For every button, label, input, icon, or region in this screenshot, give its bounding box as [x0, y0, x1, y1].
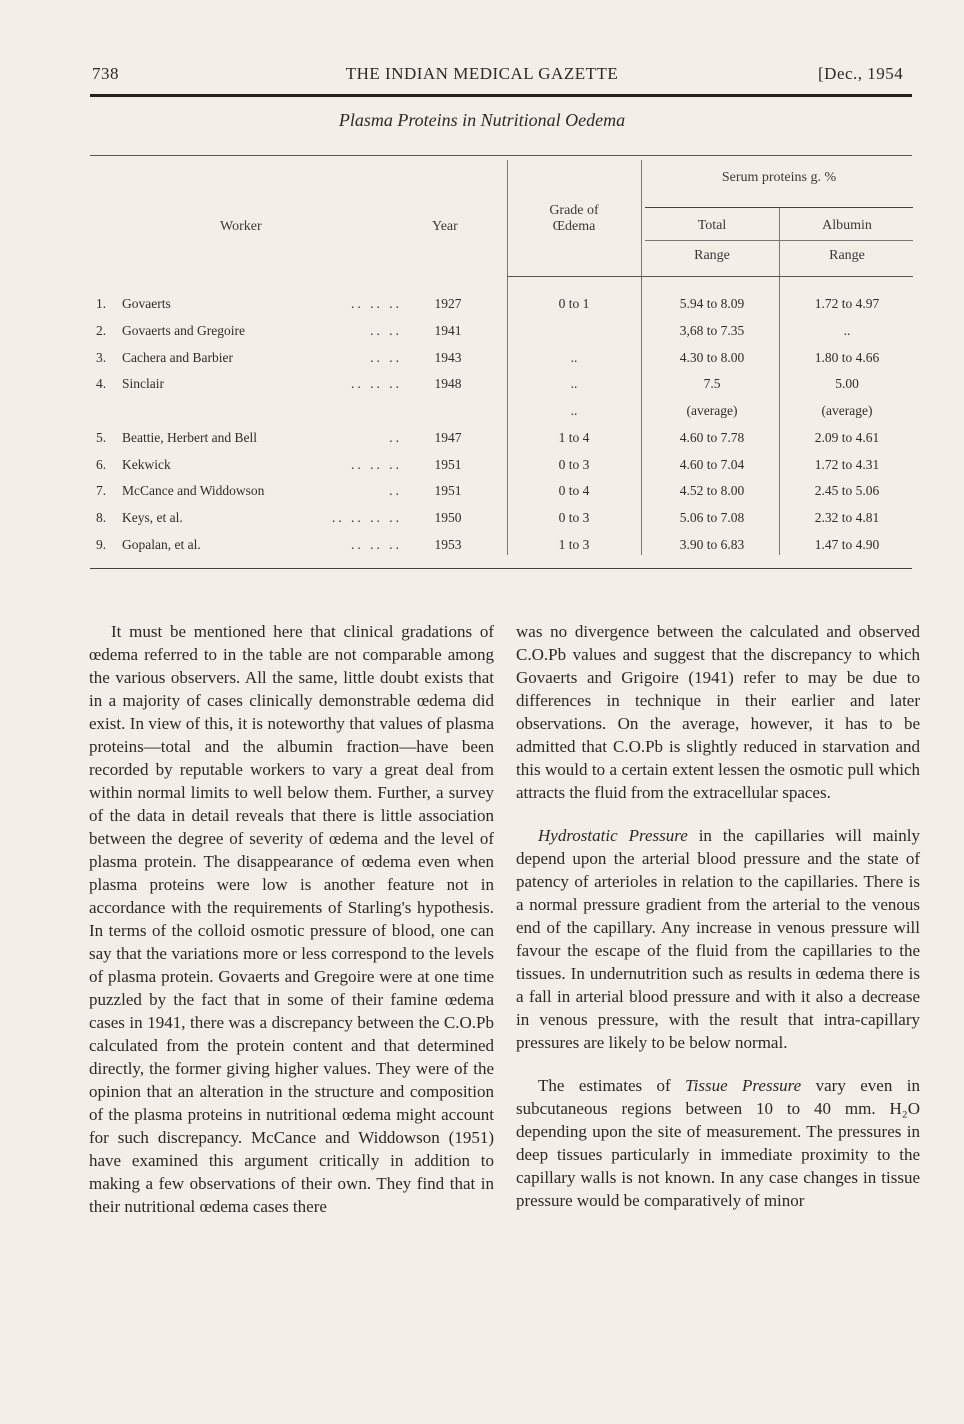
row-worker: Sinclair — [122, 376, 164, 391]
row-year: 1951 — [434, 483, 462, 498]
row-leader-dots: .. .. .. — [351, 537, 402, 552]
row-year: 1951 — [434, 457, 462, 472]
tissue-pressure-text: vary even in subcutaneous regions between 10 to 40 mm. H₂O depending upon the site of measurement. The pressures in deep tissues particularly in immediate proximity to the capillary walls is not known. In any case changes in tissue pressure would be comparatively of minor — [516, 1076, 920, 1210]
total-albumin-rule — [645, 240, 913, 241]
row-number: 9. — [96, 537, 107, 552]
row-albumin-range: 2.09 to 4.61 — [814, 430, 880, 445]
row-grade: .. — [570, 376, 578, 391]
row-albumin-range: 5.00 — [835, 376, 859, 391]
row-worker: Cachera and Barbier — [122, 350, 233, 365]
row-number: 4. — [96, 376, 107, 391]
header-bottom-rule — [507, 276, 913, 277]
table-caption: Plasma Proteins in Nutritional Oedema — [338, 110, 626, 130]
row-albumin-range: 1.80 to 4.66 — [814, 350, 880, 365]
issue-date: [Dec., 1954 — [818, 64, 904, 83]
row-leader-dots: .. .. — [370, 350, 402, 365]
header-grade-1: Grade of — [549, 203, 599, 218]
row-grade: 1 to 4 — [558, 430, 590, 445]
serum-subrule — [645, 207, 913, 208]
right-paragraph-1: was no divergence between the calculated and observed C.O.Pb values and suggest that the discrepancy to which Govaerts and Grigoire (1941) refer to may be due to differences in technique in their earlier and later observations. On the average, however, it has to be admitted that C.O.Pb is slightly reduced in starvation and this would to a certain extent lessen the osmotic pull which attracts the fluid from the extracellular spaces. — [516, 622, 920, 802]
row-leader-dots: .. .. .. — [351, 457, 402, 472]
row-leader-dots: .. — [389, 430, 402, 445]
row-number: 2. — [96, 323, 107, 338]
header-range-albumin: Range — [829, 248, 865, 263]
row-grade: .. — [570, 403, 578, 418]
header-worker: Worker — [220, 219, 262, 234]
row-worker: McCance and Widdowson — [122, 483, 265, 498]
row-total-range: 4.60 to 7.78 — [679, 430, 745, 445]
header-range-total: Range — [694, 248, 730, 263]
row-leader-dots: .. — [389, 483, 402, 498]
header-grade-2: Œdema — [552, 219, 596, 234]
row-number: 6. — [96, 457, 107, 472]
row-year: 1943 — [434, 350, 462, 365]
table-bottom-rule — [90, 568, 912, 569]
row-year: 1950 — [434, 510, 462, 525]
header-rule — [90, 94, 912, 97]
row-number: 3. — [96, 350, 107, 365]
row-albumin-range: (average) — [821, 403, 873, 418]
row-total-range: 5.06 to 7.08 — [679, 510, 745, 525]
header-total: Total — [697, 218, 727, 233]
row-number: 5. — [96, 430, 107, 445]
table-top-rule — [90, 155, 912, 156]
row-number: 7. — [96, 483, 107, 498]
row-albumin-range: 1.47 to 4.90 — [814, 537, 880, 552]
row-total-range: (average) — [686, 403, 738, 418]
row-leader-dots: .. .. — [370, 323, 402, 338]
right-paragraph-2 — [516, 824, 920, 1054]
row-grade: 1 to 3 — [558, 537, 590, 552]
row-number: 8. — [96, 510, 107, 525]
row-worker: Gopalan, et al. — [122, 537, 201, 552]
row-total-range: 7.5 — [703, 376, 721, 391]
row-total-range: 3.90 to 6.83 — [679, 537, 745, 552]
row-grade: .. — [570, 350, 578, 365]
row-grade: 0 to 3 — [558, 510, 590, 525]
right-paragraph-3 — [516, 1074, 920, 1212]
tissue-pressure-lead: The estimates of — [538, 1076, 686, 1095]
tissue-pressure-term: Tissue Pressure — [685, 1076, 802, 1095]
row-number: 1. — [96, 296, 107, 311]
row-year: 1948 — [434, 376, 462, 391]
row-worker: Govaerts — [122, 296, 171, 311]
hydrostatic-pressure-term: Hydrostatic Pressure — [538, 826, 688, 845]
row-leader-dots: .. .. .. .. — [331, 510, 402, 525]
row-albumin-range: 1.72 to 4.97 — [814, 296, 880, 311]
header-year: Year — [432, 219, 458, 234]
row-grade: 0 to 4 — [558, 483, 590, 498]
right-column — [516, 620, 920, 1232]
row-grade: 0 to 1 — [558, 296, 590, 311]
header-albumin: Albumin — [822, 218, 872, 233]
header-serum: Serum proteins g. % — [721, 170, 837, 185]
row-worker: Beattie, Herbert and Bell — [122, 430, 257, 445]
row-worker: Keys, et al. — [122, 510, 183, 525]
row-albumin-range: 2.45 to 5.06 — [814, 483, 880, 498]
row-total-range: 4.60 to 7.04 — [679, 457, 745, 472]
row-leader-dots: .. .. .. — [351, 296, 402, 311]
row-albumin-range: .. — [843, 323, 851, 338]
row-total-range: 5.94 to 8.09 — [679, 296, 745, 311]
row-albumin-range: 2.32 to 4.81 — [814, 510, 880, 525]
row-total-range: 4.30 to 8.00 — [679, 350, 745, 365]
row-worker: Kekwick — [122, 457, 171, 472]
row-leader-dots: .. .. .. — [351, 376, 402, 391]
row-total-range: 4.52 to 8.00 — [679, 483, 745, 498]
hydrostatic-pressure-text: in the capillaries will mainly depend upon the arterial blood pressure and the state of patency of arterioles in relation to the capillaries. There is a normal pressure gradient from the arterial to the venous end of the capillary. Any increase in venous pressure will favour the escape of the fluid from the capillaries to the tissues. In undernutrition such as results in œdema there is a fall in arterial blood pressure and with it also a decrease in venous pressure, with the result that intra-capillary pressures are likely to be below normal. — [516, 826, 920, 1052]
row-year: 1941 — [434, 323, 462, 338]
table-vline-2 — [641, 160, 642, 555]
left-column — [89, 620, 494, 1238]
row-year: 1927 — [434, 296, 462, 311]
row-total-range: 3,68 to 7.35 — [679, 323, 745, 338]
row-year: 1947 — [434, 430, 462, 445]
left-paragraph-1: It must be mentioned here that clinical gradations of œdema referred to in the table are not comparable among the various observers. All the same, little doubt exists that in a majority of cases clinically demonstrable œdema did exist. In view of this, it is noteworthy that values of plasma proteins—total and the albumin fraction—have been recorded by reputable workers to vary a great deal from within normal limits to well below them. Further, a survey of the data in detail reveals that there is little association between the degree of severity of œdema and the level of plasma protein. The disappearance of œdema even when plasma proteins were low is another feature not in accordance with the requirements of Starling's hypothesis. In terms of the colloid osmotic pressure of blood, one can say that the variations more or less correspond to the levels of plasma protein. Govaerts and Gregoire were at one time puzzled by the fact that in some of their famine œdema cases in 1941, there was a discrepancy between the C.O.Pb calculated from the protein content and that determined directly, the former giving higher values. They were of the opinion that an alteration in the structure and composition of the plasma proteins in nutritional œdema might account for such discrepancy. McCance and Widdowson (1951) have examined this argument critically in addition to making a few observations of their own. They find that in their nutritional œdema cases there — [89, 622, 494, 1216]
journal-title: THE INDIAN MEDICAL GAZETTE — [345, 64, 619, 83]
row-grade: 0 to 3 — [558, 457, 590, 472]
row-albumin-range: 1.72 to 4.31 — [814, 457, 880, 472]
row-worker: Govaerts and Gregoire — [122, 323, 245, 338]
row-year: 1953 — [434, 537, 462, 552]
page-number: 738 — [92, 64, 119, 83]
